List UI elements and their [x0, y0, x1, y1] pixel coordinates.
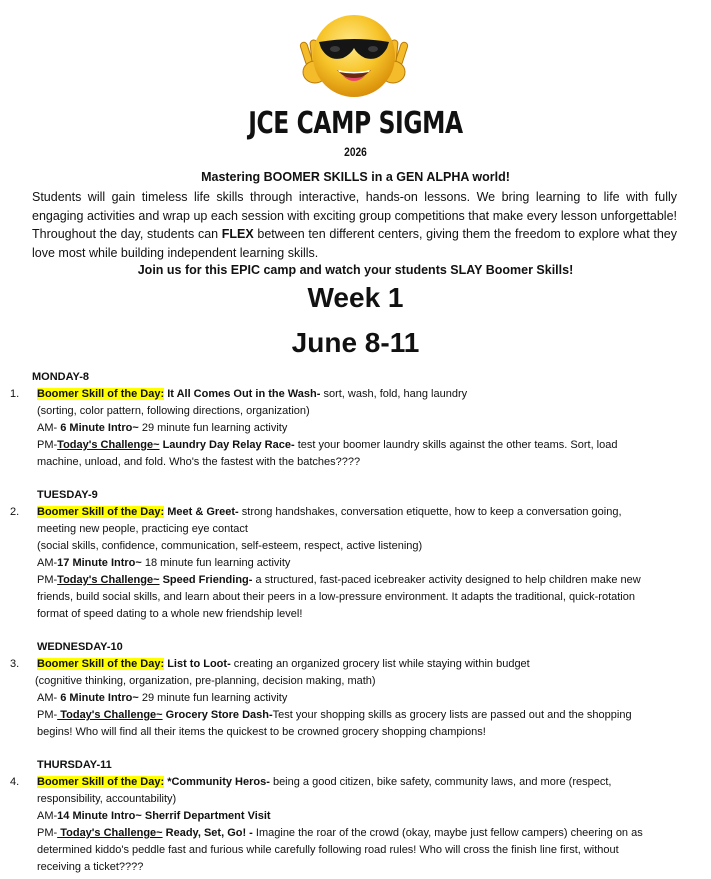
am-intro: 6 Minute Intro~: [60, 692, 139, 704]
am-intro: 6 Minute Intro~: [60, 422, 139, 434]
list-number: 3.: [10, 658, 20, 670]
skill-description: sort, wash, fold, hang laundry: [320, 388, 468, 400]
am-line: [37, 808, 677, 825]
sunglasses-peace-emoji-icon: [299, 12, 409, 100]
challenge-description-cont: friends, build social skills, and learn about their peers in a low-pressure environment. It adapts the traditional, quick-rotation: [37, 591, 635, 603]
skill-description-cont: meeting new people, practicing eye contact: [37, 523, 248, 535]
day-heading-thursday: THURSDAY-11: [37, 759, 112, 771]
challenge-description: a structured, fast-paced icebreaker activity designed to help children make new: [252, 574, 641, 586]
skill-title: It All Comes Out in the Wash-: [164, 388, 321, 400]
skill-title: *Community Heros-: [164, 776, 270, 788]
day-heading-monday: MONDAY-8: [32, 371, 90, 383]
pm-line: [37, 707, 677, 724]
pm-line: [37, 825, 677, 842]
skill-title: Meet & Greet-: [164, 506, 239, 518]
am-activity: 29 minute fun learning activity: [138, 692, 288, 704]
challenge-description-cont: determined kiddo's peddle fast and furious while carefully following road rules! Who will cross the finish line first, without: [37, 844, 619, 856]
intro-text-1: Students will gain timeless life skills through interactive, hands-on lessons. We bring learning to life with fully engaging activities and wrap up each session with exciting group competitions that make every lesson unforgettable! Throughout the day, students can: [32, 190, 677, 241]
challenge-description: Imagine the roar of the crowd (okay, maybe just fellow campers) cheering on as: [252, 827, 643, 839]
am-intro: 14 Minute Intro~ Sherrif Department Visit: [57, 810, 271, 822]
day-heading-tuesday: TUESDAY-9: [37, 489, 98, 501]
am-prefix: AM-: [37, 692, 61, 704]
skill-description-cont: responsibility, accountability): [37, 793, 177, 805]
am-activity: 29 minute fun learning activity: [138, 422, 288, 434]
camp-title: JCE CAMP SIGMA: [248, 106, 463, 141]
skill-label: Boomer Skill of the Day:: [37, 658, 165, 670]
pm-prefix: PM-: [37, 574, 58, 586]
challenge-description-cont: machine, unload, and fold. Who's the fastest with the batches????: [37, 456, 361, 468]
pm-line: [37, 572, 677, 589]
skill-line: [37, 774, 677, 791]
list-number: 4.: [10, 776, 20, 788]
intro-paragraph: [32, 188, 677, 262]
skill-description: strong handshakes, conversation etiquette, how to keep a conversation going,: [238, 506, 622, 518]
date-range-heading: June 8-11: [291, 327, 420, 358]
pm-prefix: PM-: [37, 827, 58, 839]
challenge-description-cont: receiving a ticket????: [37, 861, 144, 873]
am-activity: 18 minute fun learning activity: [141, 557, 291, 569]
am-prefix: AM-: [37, 810, 58, 822]
skill-title: List to Loot-: [164, 658, 231, 670]
camp-year: 2026: [344, 145, 367, 159]
skills-list: (sorting, color pattern, following directions, organization): [37, 405, 310, 417]
skills-list: (social skills, confidence, communication, self-esteem, respect, active listening): [37, 540, 423, 552]
am-prefix: AM-: [37, 557, 58, 569]
challenge-description: Test your shopping skills as grocery lists are passed out and the shopping: [272, 709, 632, 721]
am-line: [37, 420, 677, 437]
am-line: [37, 690, 677, 707]
challenge-title: Speed Friending-: [159, 574, 253, 586]
pm-line: [37, 437, 677, 454]
skill-line: [37, 504, 677, 521]
intro-flex: FLEX: [221, 227, 254, 241]
skill-line: [37, 656, 677, 673]
am-prefix: AM-: [37, 422, 61, 434]
challenge-label: Today's Challenge~: [57, 574, 160, 586]
skill-description: being a good citizen, bike safety, community laws, and more (respect,: [269, 776, 612, 788]
challenge-description: test your boomer laundry skills against the other teams. Sort, load: [294, 439, 618, 451]
challenge-label: Today's Challenge~: [57, 439, 160, 451]
challenge-description-cont: begins! Who will find all their items the quickest to be crowned grocery shopping champions!: [37, 726, 486, 738]
skills-list: (cognitive thinking, organization, pre-planning, decision making, math): [35, 675, 376, 687]
list-number: 2.: [10, 506, 20, 518]
week-heading: Week 1: [307, 282, 404, 313]
challenge-label: Today's Challenge~: [57, 709, 163, 721]
pm-prefix: PM-: [37, 709, 58, 721]
camp-subtitle: Mastering BOOMER SKILLS in a GEN ALPHA world!: [201, 170, 510, 184]
challenge-title: Grocery Store Dash-: [162, 709, 273, 721]
am-intro: 17 Minute Intro~: [57, 557, 142, 569]
skill-line: [37, 386, 677, 403]
skill-description: creating an organized grocery list while staying within budget: [230, 658, 530, 670]
pm-prefix: PM-: [37, 439, 58, 451]
challenge-label: Today's Challenge~: [57, 827, 163, 839]
day-heading-wednesday: WEDNESDAY-10: [37, 641, 123, 653]
challenge-title: Laundry Day Relay Race-: [159, 439, 295, 451]
join-tagline: Join us for this EPIC camp and watch your students SLAY Boomer Skills!: [137, 263, 574, 277]
skill-label: Boomer Skill of the Day:: [37, 506, 165, 518]
skill-label: Boomer Skill of the Day:: [37, 388, 165, 400]
am-line: [37, 555, 677, 572]
challenge-title: Ready, Set, Go! -: [162, 827, 253, 839]
intro-text-2: between ten different centers, giving them the freedom to explore what they love most while building independent learning skills.: [32, 227, 677, 260]
skill-label: Boomer Skill of the Day:: [37, 776, 165, 788]
list-number: 1.: [10, 388, 20, 400]
challenge-description-cont: format of speed dating to a whole new friendship level!: [37, 608, 303, 620]
